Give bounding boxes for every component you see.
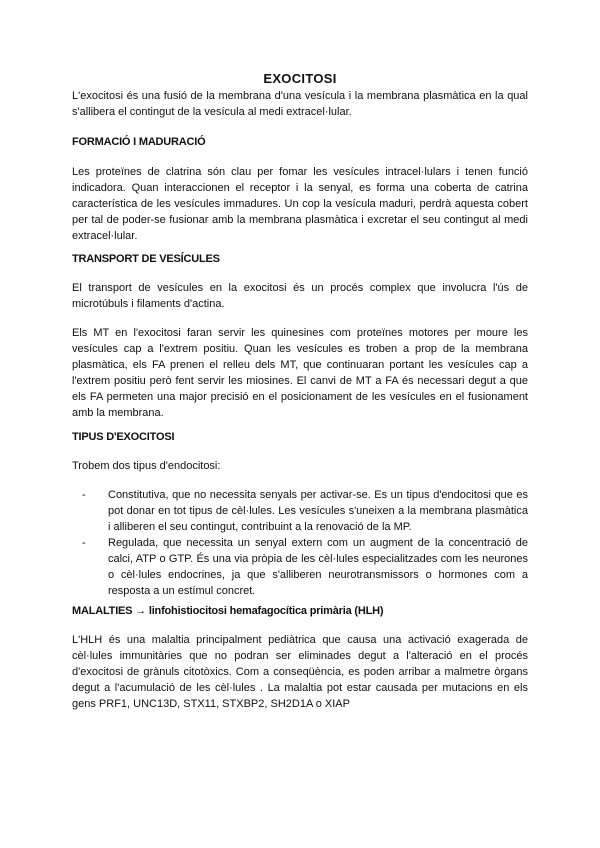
- paragraph: El transport de vesícules en la exocitosi és un procés complex que involucra l'ús de microtúbuls i filaments d'actina.: [72, 282, 528, 310]
- list-item-text: Regulada, que necessita un senyal extern com un augment de la concentració de calci, ATP o GTP. És una via pròpia de les cèl·lules especialitzades com les neurones o cèl·lules endocrines, ja que s'alliberen neurotransmissors o hormones com a resposta a un estímul concret.: [108, 537, 528, 597]
- page-title: EXOCITOSI: [263, 71, 337, 86]
- paragraph: L'HLH és una malaltia principalment pediàtrica que causa una activació exagerada de cèl·lules immunitàries que no podran ser eliminades degut a l'alteració en el procés d'exocitosi de grànuls citotòxics. Com a conseqüència, es poden arribar a malmetre òrgans degut a l'acumulació de les cèl·lules . La malaltia pot estar causada per mutacions en els gens PRF1, UNC13D, STX11, STXBP2, SH2D1A o XIAP: [72, 634, 528, 710]
- paragraph: Trobem dos tipus d'endocitosi:: [72, 460, 221, 472]
- intro-paragraph: L'exocitosi és una fusió de la membrana d'una vesícula i la membrana plasmàtica en la qual s'allibera el contingut de la vesícula al medi extracel·lular.: [72, 90, 528, 118]
- bullet-dash: -: [82, 489, 86, 501]
- section-heading-transport: TRANSPORT DE VESÍCULES: [72, 253, 220, 265]
- paragraph: Els MT en l'exocitosi faran servir les quinesines com proteïnes motores per moure les vesícules cap a l'extrem positiu. Quan les vesícules es troben a prop de la membrana plasmàtica, els FA prenen el relleu dels MT, que continuaran portant les vesícules cap a l'extrem positiu però fent servir les miosines. El canvi de MT a FA és necessari degut a que els FA permeten una major precisió en el posicionament de les vesícules en el fusionament amb la membrana.: [72, 327, 528, 419]
- bullet-list: [82, 487, 528, 599]
- paragraph: Les proteïnes de clatrina són clau per fomar les vesícules intracel·lulars i tenen funció indicadora. Quan interaccionen el receptor i la senyal, es forma una coberta de catrina característica de les vesícules immadures. Un cop la vesícula maduri, perdrà aquesta cobert per tal de poder-se fusionar amb la membrana plasmàtica i excretar el seu contingut al medi extracel·lular.: [72, 166, 528, 242]
- list-item-text: Constitutiva, que no necessita senyals per activar-se. Es un tipus d'endocitosi que es pot donar en tot tipus de cèl·lules. Les vesícules s'uneixen a la membrana plasmàtica i alliberen el seu contingut, contribuint a la renovació de la MP.: [108, 489, 528, 533]
- bullet-dash: -: [82, 537, 86, 549]
- section-heading-tipus: TIPUS D'EXOCITOSI: [72, 431, 175, 443]
- section-heading-malalties: MALALTIES → linfohistiocitosi hemafagocítica primària (HLH): [72, 605, 384, 617]
- list-item: [82, 535, 528, 599]
- list-item: [82, 487, 528, 535]
- section-heading-formacio: FORMACIÓ I MADURACIÓ: [72, 136, 206, 148]
